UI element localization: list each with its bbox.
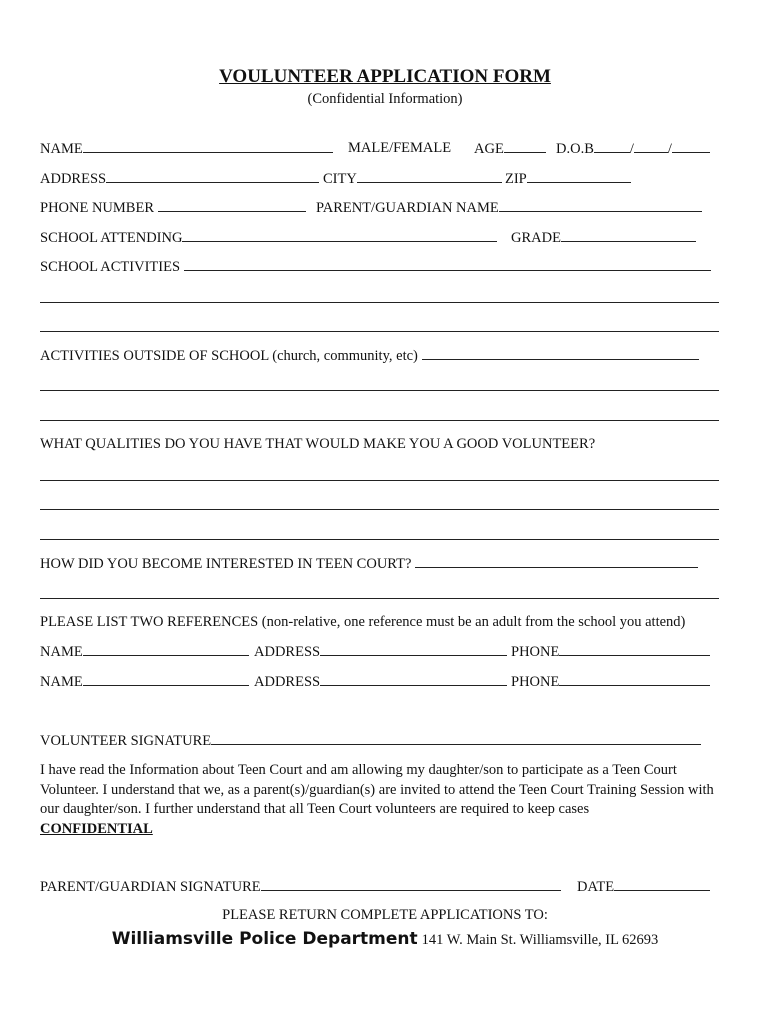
reference-1-name-field[interactable] (83, 642, 249, 656)
outside-activities-line[interactable] (40, 420, 719, 421)
dob-slash: / (629, 141, 634, 157)
department-name: Williamsville Police Department (111, 929, 418, 949)
reference-name-label: NAME (40, 674, 83, 690)
parent-signature-group (40, 877, 561, 896)
phone-field[interactable] (158, 198, 306, 212)
form-subtitle: (Confidential Information) (307, 91, 463, 107)
reference-1-address-group (254, 642, 507, 661)
reference-address-label: ADDRESS (254, 674, 321, 690)
date-field[interactable] (614, 877, 710, 891)
reference-2-phone-group (511, 672, 710, 691)
reference-phone-label: PHONE (511, 644, 560, 660)
city-group (323, 169, 502, 188)
city-label: CITY (323, 171, 357, 187)
age-group (474, 139, 546, 158)
reference-2-name-field[interactable] (83, 672, 249, 686)
interested-question: HOW DID YOU BECOME INTERESTED IN TEEN COURT? (40, 556, 412, 572)
references-heading: PLEASE LIST TWO REFERENCES (non-relative, one reference must be an adult from the school you attend) (40, 614, 686, 630)
school-activities-line[interactable] (40, 331, 719, 332)
volunteer-signature-label: VOLUNTEER SIGNATURE (40, 733, 212, 749)
reference-2-address-group (254, 672, 507, 691)
form-title: VOULUNTEER APPLICATION FORM (219, 66, 551, 87)
age-label: AGE (474, 141, 504, 157)
interested-line[interactable] (40, 598, 719, 599)
school-label: SCHOOL ATTENDING (40, 230, 183, 246)
address-field[interactable] (106, 169, 319, 183)
qualities-line[interactable] (40, 509, 719, 510)
reference-1-name-group (40, 642, 249, 661)
school-activities-line[interactable] (40, 302, 719, 303)
reference-2-phone-field[interactable] (559, 672, 710, 686)
department-address: 141 W. Main St. Williamsville, IL 62693 (421, 932, 659, 948)
volunteer-signature-field[interactable] (211, 731, 701, 745)
department-line (0, 929, 770, 949)
phone-group (40, 198, 306, 217)
dob-label: D.O.B (556, 141, 594, 157)
parent-name-label: PARENT/GUARDIAN NAME (316, 200, 499, 216)
outside-activities-field[interactable] (422, 346, 699, 360)
reference-1-phone-field[interactable] (559, 642, 710, 656)
school-activities-field[interactable] (184, 257, 711, 271)
grade-field[interactable] (561, 228, 696, 242)
dob-day-field[interactable] (634, 139, 668, 153)
date-group (577, 877, 710, 896)
confidential-text: CONFIDENTIAL (40, 820, 153, 837)
reference-name-label: NAME (40, 644, 83, 660)
reference-1-address-field[interactable] (320, 642, 507, 656)
outside-activities-label: ACTIVITIES OUTSIDE OF SCHOOL (church, community, etc) (40, 348, 418, 364)
reference-1-phone-group (511, 642, 710, 661)
outside-activities-group (40, 346, 699, 365)
address-label: ADDRESS (40, 171, 107, 187)
city-field[interactable] (357, 169, 502, 183)
address-group (40, 169, 319, 188)
volunteer-signature-group (40, 731, 701, 750)
school-activities-label: SCHOOL ACTIVITIES (40, 259, 181, 275)
reference-phone-label: PHONE (511, 674, 560, 690)
grade-label: GRADE (511, 230, 561, 246)
dob-slash: / (667, 141, 672, 157)
reference-2-name-group (40, 672, 249, 691)
qualities-line[interactable] (40, 480, 719, 481)
name-label: NAME (40, 141, 83, 157)
parent-signature-label: PARENT/GUARDIAN SIGNATURE (40, 879, 261, 895)
dob-year-field[interactable] (672, 139, 710, 153)
consent-text: I have read the Information about Teen Court and am allowing my daughter/son to participate as a Teen Court Volunteer. I understand that we, as a parent(s)/guardian(s) are invited to attend the Teen Court Training Session with our daughter/son. I further understand that all Teen Court volunteers are required to keep cases (40, 762, 714, 817)
date-label: DATE (577, 879, 615, 895)
outside-activities-line[interactable] (40, 390, 719, 391)
zip-field[interactable] (527, 169, 631, 183)
zip-group (505, 169, 631, 188)
dob-group (556, 139, 710, 158)
grade-group (511, 228, 696, 247)
interested-field[interactable] (415, 554, 698, 568)
school-group (40, 228, 497, 247)
school-activities-group (40, 257, 711, 276)
parent-name-field[interactable] (499, 198, 702, 212)
reference-address-label: ADDRESS (254, 644, 321, 660)
zip-label: ZIP (505, 171, 527, 187)
age-field[interactable] (504, 139, 546, 153)
parent-signature-field[interactable] (261, 877, 561, 891)
qualities-question: WHAT QUALITIES DO YOU HAVE THAT WOULD MAKE YOU A GOOD VOLUNTEER? (40, 436, 596, 452)
reference-2-address-field[interactable] (320, 672, 507, 686)
interested-group (40, 554, 698, 573)
parent-name-group (316, 198, 702, 217)
return-instructions: PLEASE RETURN COMPLETE APPLICATIONS TO: (222, 907, 548, 923)
qualities-line[interactable] (40, 539, 719, 540)
name-row (40, 139, 333, 158)
school-field[interactable] (182, 228, 497, 242)
sex-label: MALE/FEMALE (348, 140, 452, 156)
name-field[interactable] (83, 139, 333, 153)
phone-label: PHONE NUMBER (40, 200, 154, 216)
consent-paragraph (40, 761, 730, 839)
dob-month-field[interactable] (594, 139, 630, 153)
